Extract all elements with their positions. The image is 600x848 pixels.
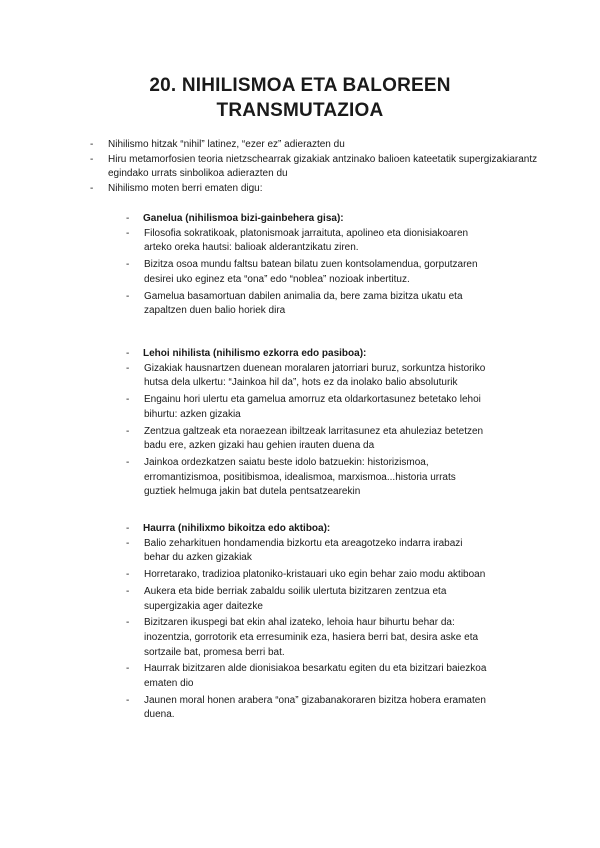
intro-item: - Nihilismo moten berri ematen digu: xyxy=(90,182,560,197)
list-item: - Gizakiak hausnartzen duenean moralaren jatorriari buruz, sorkuntza historiko hutsa dela ulkertu: “Jainkoa hil da”, hots ez da inolako balio absoluturik xyxy=(126,362,488,391)
section-items xyxy=(126,362,488,500)
page-title xyxy=(0,73,600,123)
intro-list-container xyxy=(90,138,560,197)
list-item: - Aukera eta bide berriak zabaldu soilik ulertuta bizitzaren zentzua eta supergizakia ager daitezke xyxy=(126,585,488,614)
list-item: - Bizitzaren ikuspegi bat ekin ahal izateko, lehoia haur bihurtu behar da: inozentzia, gorrotorik eta erresuminik eza, hasiera berri bat, desira aske eta sortzaile bat, promesa berri bat. xyxy=(126,616,488,660)
section-subtitle: (nihilixmo bikoitza edo aktiboa): xyxy=(178,523,331,534)
section-lehoi-nihilista xyxy=(126,347,546,502)
intro-item: - Hiru metamorfosien teoria nietzschearrak gizakiak antzinako balioen kateetatik supergizakiarantz egindako urrats sinbolikoa adierazten du xyxy=(90,153,560,182)
list-item: - Filosofia sokratikoak, platonismoak jarraituta, apolineo eta dionisiakoaren arteko oreka hautsi: balioak alderantzikatu ziren. xyxy=(126,227,488,256)
section-heading xyxy=(126,212,546,227)
section-name: Haurra xyxy=(143,523,176,534)
list-item: - Gamelua basamortuan dabilen animalia da, bere zama bizitza ukatu eta zapaltzen duen balio horiek dira xyxy=(126,290,488,319)
section-heading xyxy=(126,522,546,537)
list-item: - Jaunen moral honen arabera “ona” gizabanakoraren bizitza hobera eramaten duena. xyxy=(126,694,488,723)
section-items xyxy=(126,227,488,319)
section-ganelua xyxy=(126,212,546,321)
list-item: - Balio zeharkituen hondamendia bizkortu eta areagotzeko indarra irabazi behar du azken gizakiak xyxy=(126,537,488,566)
section-items xyxy=(126,537,488,723)
title-line-1: 20. NIHILISMOA ETA BALOREEN xyxy=(149,75,451,96)
list-item: - Horretarako, tradizioa platoniko-kristauari uko egin behar zaio modu aktiboan xyxy=(126,568,488,583)
list-item: - Haurrak bizitzaren alde dionisiakoa besarkatu egiten du eta bizitzari baiezkoa ematen dio xyxy=(126,662,488,691)
section-heading xyxy=(126,347,546,362)
intro-list xyxy=(90,138,560,197)
list-item: - Bizitza osoa mundu faltsu batean bilatu zuen kontsolamendua, gorputzaren desirei uko eginez eta “ona” edo “noblea” nozioak inbertituz. xyxy=(126,258,488,287)
section-name: Ganelua xyxy=(143,213,183,224)
section-name: Lehoi nihilista xyxy=(143,348,211,359)
intro-item: - Nihilismo hitzak “nihil” latinez, “ezer ez” adierazten du xyxy=(90,138,560,153)
section-subtitle: (nihilismo ezkorra edo pasiboa): xyxy=(213,348,367,359)
list-item: - Zentzua galtzeak eta noraezean ibiltzeak larritasunez eta ahuleziaz betetzen badu ere, azken gizaki hau gehien irauten duena da xyxy=(126,425,488,454)
section-subtitle: (nihilismoa bizi-gainbehera gisa): xyxy=(185,213,344,224)
section-haurra xyxy=(126,522,546,725)
list-item: - Engainu hori ulertu eta gamelua amorruz eta oldarkortasunez betetako lehoi bihurtu: azken gizakia xyxy=(126,393,488,422)
list-item: - Jainkoa ordezkatzen saiatu beste idolo batzuekin: historizismoa, erromantizismoa, positibismoa, idealismoa, marxismoa...historia urrats guztiek helmuga jakin bat dutela pentsatzearekin xyxy=(126,456,488,500)
title-line-2: TRANSMUTAZIOA xyxy=(216,100,384,121)
